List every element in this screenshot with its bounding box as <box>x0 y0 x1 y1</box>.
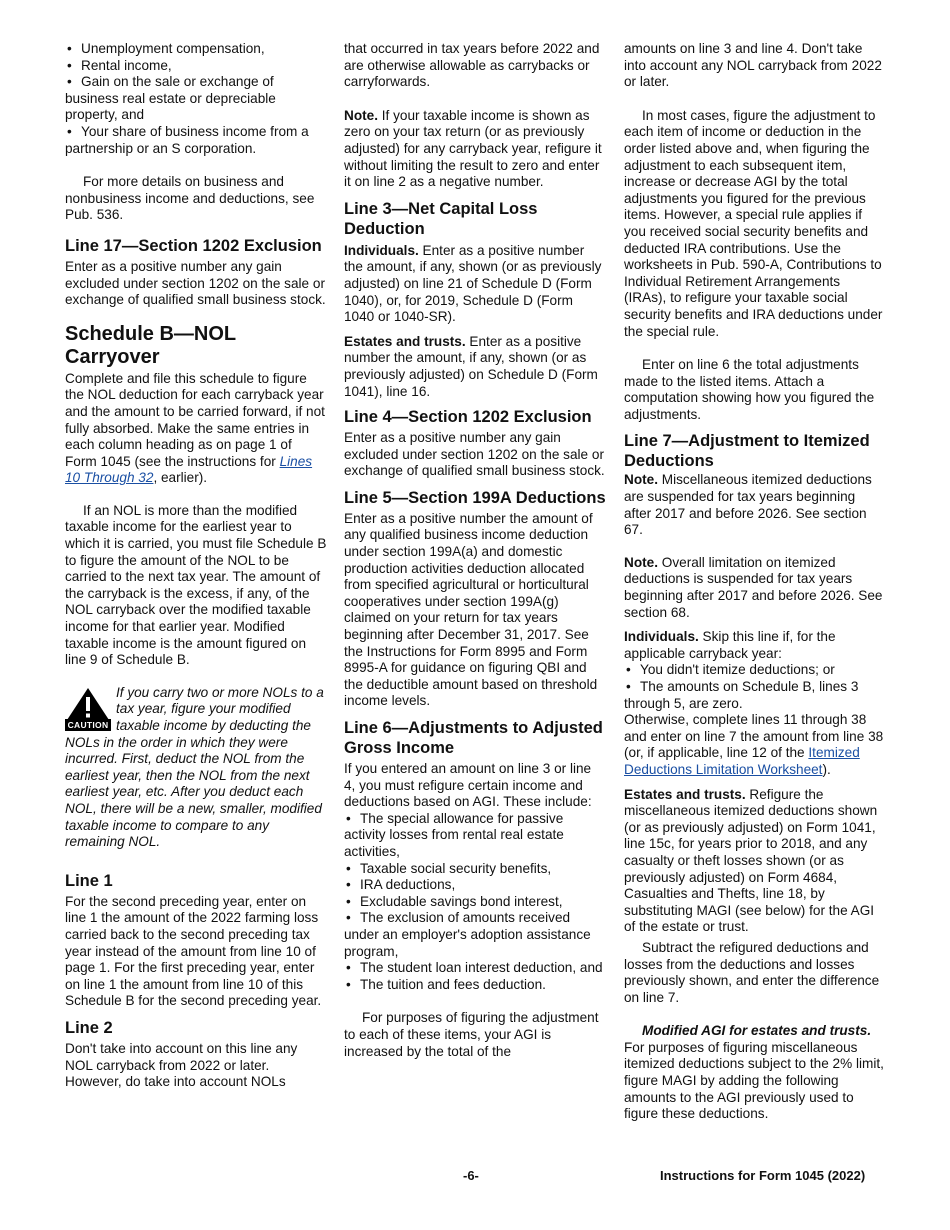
line2-heading: Line 2 <box>65 1018 113 1037</box>
line3-individuals: Individuals. Enter as a positive number the amount, if any, shown (or as previously adjusted) on line 21 of Schedule D (Form 1040), or, for 2019, Schedule D (Form 1040 or 1040-SR). <box>344 242 602 325</box>
bullet-item: • Excludable savings bond interest, <box>344 894 606 911</box>
bullet-item: • Gain on the sale or exchange of business real estate or depreciable property, and <box>65 74 327 124</box>
column-1 <box>65 41 327 1091</box>
line1-text: For the second preceding year, enter on line 1 the amount of the 2022 farming loss carried back to the second preceding tax year instead of the amount from line 10 of page 1. For the first preceding year, enter on line 1 the amount from line 10 of this Schedule B for the second preceding year. <box>65 893 322 1009</box>
bullet-item: • The special allowance for passive activity losses from rental real estate activities, <box>344 811 606 861</box>
bullet-item: • Rental income, <box>65 58 327 75</box>
line2-text: Don't take into account on this line any NOL carryback from 2022 or later. However, do take into account NOLs <box>65 1040 298 1090</box>
bullet-item: • Taxable social security benefits, <box>344 861 606 878</box>
line7-individuals: Individuals. Skip this line if, for the applicable carryback year: <box>624 629 836 661</box>
line3-heading: Line 3—Net Capital Loss Deduction <box>344 199 538 238</box>
caution-label: CAUTION <box>65 719 111 731</box>
bullet-item: • The tuition and fees deduction. <box>344 977 606 994</box>
line7-heading: Line 7—Adjustment to Itemized Deductions <box>624 432 870 471</box>
line1-heading: Line 1 <box>65 871 113 890</box>
purposes-paragraph: For purposes of figuring the adjustment to each of these items, your AGI is increased by the total of the <box>344 1010 599 1059</box>
column-3 <box>624 41 886 1123</box>
caution-text: If you carry two or more NOLs to a tax year, figure your modified taxable income by deducting the NOLs in the order in which they were incurred. First, deduct the NOL from the earliest year, then the NOL from the next earliest year, etc. After you deduct each NOL, there will be a new, smaller, modified taxable income to compare to any remaining NOL. <box>65 684 324 850</box>
line6-text: If you entered an amount on line 3 or line 4, you must refigure certain income and deductions based on AGI. These include: <box>344 761 592 810</box>
line17-heading: Line 17—Section 1202 Exclusion <box>65 236 322 255</box>
itemized-deductions-worksheet-link[interactable]: Itemized Deductions Limitation Worksheet <box>624 745 860 777</box>
most-cases-paragraph: In most cases, figure the adjustment to each item of income or deduction in the order listed above and, when figuring the adjustment to each subsequent item, increase or decrease AGI by the total adjustments you figured for the previous items. However, a special rule applies if you received social security benefits and deducted IRA contributions. Use the worksheets in Pub. 590-A, Contributions to Individual Retirement Arrangements (IRAs), to refigure your taxable social security benefits and IRA deductions under the special rule. <box>624 107 883 339</box>
form-reference: Instructions for Form 1045 (2022) <box>660 1168 866 1183</box>
bullet-item: • You didn't itemize deductions; or <box>624 662 886 679</box>
schedule-b-text: Complete and file this schedule to figure the NOL deduction for each carryback year and the amount to be carried forward, if not fully absorbed. Make the same entries in each column heading as on page 1 of Form 1045 (see the instructions for Lines 10 Through 32, earlier). <box>65 370 325 486</box>
nol-paragraph: If an NOL is more than the modified taxable income for the earliest year to which it is carried, you must file Schedule B to figure the amount of the NOL to be carried to the next tax year. The amount of the carryback is the excess, if any, of the NOL carryback over the modified taxable income for that earlier year. Modified taxable income is the amount figured on line 9 of Schedule B. <box>65 502 327 668</box>
enter-line6-paragraph: Enter on line 6 the total adjustments made to the listed items. Attach a computation showing how you figured the adjustments. <box>624 357 875 422</box>
details-paragraph: For more details on business and nonbusiness income and deductions, see Pub. 536. <box>65 174 315 223</box>
note1-paragraph: Note. Miscellaneous itemized deductions are suspended for tax years beginning after 2017 and before 2026. See section 67. <box>624 472 872 538</box>
line3-estates: Estates and trusts. Enter as a positive number the amount, if any, shown (or as previously adjusted) on Schedule D (Form 1041), line 16. <box>344 333 598 399</box>
caution-icon <box>65 687 111 731</box>
bullet-item: • The amounts on Schedule B, lines 3 through 5, are zero. <box>624 679 886 712</box>
note-paragraph: Note. If your taxable income is shown as zero on your tax return (or as previously adjusted) for any carryback year, refigure it without limiting the result to zero and enter it on line 2 as a negative number. <box>344 107 602 190</box>
bullet-item: • IRA deductions, <box>344 877 606 894</box>
line5-heading: Line 5—Section 199A Deductions <box>344 488 606 507</box>
line6-heading: Line 6—Adjustments to Adjusted Gross Income <box>344 719 603 757</box>
line17-text: Enter as a positive number any gain excluded under section 1202 on the sale or exchange of qualified small business stock. <box>65 258 326 308</box>
page-number: -6- <box>463 1168 479 1183</box>
subtract-paragraph: Subtract the refigured deductions and losses from the deductions and losses previously shown, and enter the difference on line 7. <box>624 939 880 1005</box>
column-2 <box>344 41 606 1060</box>
caution-note <box>65 685 327 851</box>
note2-paragraph: Note. Overall limitation on itemized deductions is suspended for tax years beginning after 2017 and before 2026. See section 68. <box>624 554 883 620</box>
bullet-item: • Your share of business income from a partnership or an S corporation. <box>65 124 327 157</box>
line4-text: Enter as a positive number any gain excluded under section 1202 on the sale or exchange of qualified small business stock. <box>344 430 605 479</box>
bullet-item: • The exclusion of amounts received under an employer's adoption assistance program, <box>344 910 606 960</box>
bullet-item: • Unemployment compensation, <box>65 41 327 58</box>
magi-paragraph: Modified AGI for estates and trusts. For purposes of figuring miscellaneous itemized deductions subject to the 2% limit, figure MAGI by adding the following amounts to the AGI previously used to figure these deductions. <box>624 1023 884 1122</box>
otherwise-paragraph: Otherwise, complete lines 11 through 38 and enter on line 7 the amount from line 38 (or, if applicable, line 12 of the Itemized Deductions Limitation Worksheet). <box>624 712 884 777</box>
line4-heading: Line 4—Section 1202 Exclusion <box>344 408 592 427</box>
bullet-item: • The student loan interest deduction, and <box>344 960 606 977</box>
schedule-b-heading: Schedule B—NOL Carryover <box>65 322 236 368</box>
line5-text: Enter as a positive number the amount of any qualified business income deduction under section 199A(a) and domestic production activities deduction allocated from specified agricultural or horticultural cooperatives under section 199A(g) claimed on your return for tax years beginning after December 31, 2017. See the Instructions for Form 8995 and Form 8995-A for guidance on figuring QBI and the deductible amount based on threshold income levels. <box>344 510 598 709</box>
lines-10-through-32-link[interactable]: Lines 10 Through 32 <box>65 453 313 486</box>
continued-text: that occurred in tax years before 2022 and are otherwise allowable as carrybacks or carryforwards. <box>344 41 600 90</box>
line7-estates: Estates and trusts. Refigure the miscellaneous itemized deductions shown (or as previously adjusted) on Form 1041, line 15c, for years prior to 2018, and any casualty or theft losses shown (or as previously adjusted) on Form 4684, Casualties and Thefts, line 18, by substituting MAGI (see below) for the AGI of the estate or trust. <box>624 786 878 935</box>
continued-text: amounts on line 3 and line 4. Don't take into account any NOL carryback from 2022 or later. <box>624 41 882 90</box>
